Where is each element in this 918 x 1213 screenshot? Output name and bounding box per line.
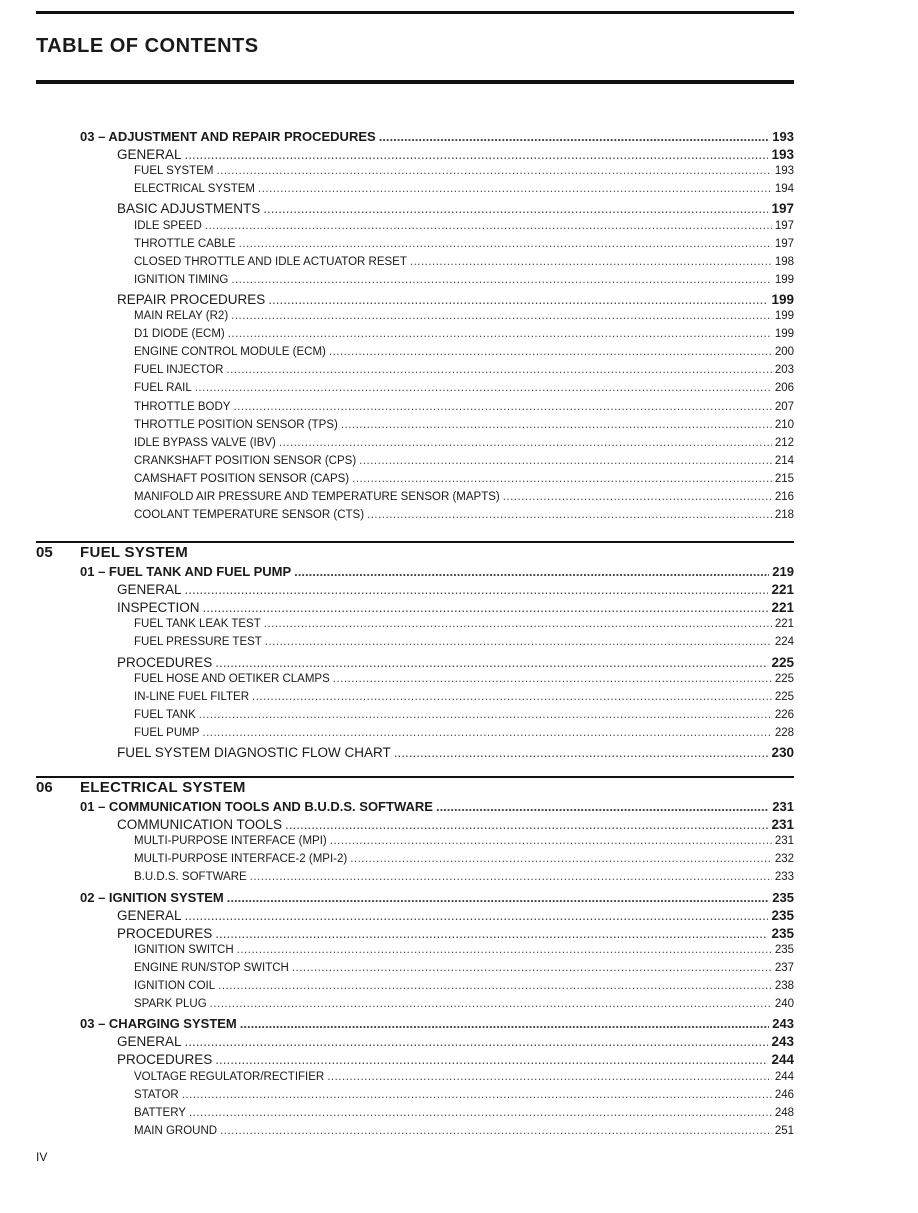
- toc-entry-label: IGNITION SWITCH: [134, 943, 234, 956]
- toc-entry-page: 214: [774, 454, 794, 467]
- toc-entry[interactable]: [117, 1034, 794, 1052]
- toc-entry[interactable]: [134, 364, 794, 382]
- toc-entry-page: 203: [774, 364, 794, 377]
- toc-entry-label: GENERAL: [117, 147, 182, 163]
- toc-entry-label: FUEL PRESSURE TEST: [134, 636, 262, 649]
- toc-entry-label: 03 – ADJUSTMENT AND REPAIR PROCEDURES: [80, 129, 376, 144]
- dot-leader: [341, 419, 772, 431]
- toc-entry-label: B.U.D.S. SOFTWARE: [134, 871, 247, 884]
- toc-entry-label: GENERAL: [117, 582, 182, 598]
- toc-entry-label: REPAIR PROCEDURES: [117, 291, 266, 307]
- toc-entry-label: PROCEDURES: [117, 925, 213, 941]
- dot-leader: [359, 455, 772, 467]
- toc-entry-label: MAIN RELAY (R2): [134, 310, 229, 322]
- toc-entry[interactable]: [134, 346, 794, 364]
- toc-entry[interactable]: [134, 944, 794, 962]
- toc-entry[interactable]: [117, 1052, 794, 1070]
- toc-entry-page: 199: [774, 273, 794, 286]
- dot-leader: [327, 1071, 772, 1083]
- toc-entry-page: 218: [774, 509, 794, 522]
- toc-entry[interactable]: [134, 636, 794, 654]
- toc-entry-page: 228: [774, 726, 794, 739]
- toc-entry-page: 235: [771, 907, 794, 923]
- toc-entry[interactable]: [134, 256, 794, 274]
- toc-entry-page: 199: [774, 310, 794, 322]
- toc-entry[interactable]: [134, 673, 794, 691]
- toc-entry-page: 235: [771, 925, 794, 941]
- dot-leader: [205, 220, 772, 232]
- toc-entry[interactable]: [117, 817, 794, 835]
- toc-entry-label: ENGINE CONTROL MODULE (ECM): [134, 346, 326, 359]
- toc-entry[interactable]: [134, 274, 794, 292]
- toc-entry-page: 210: [774, 418, 794, 431]
- dot-leader: [185, 908, 769, 923]
- toc-entry-label: MULTI-PURPOSE INTERFACE-2 (MPI-2): [134, 853, 348, 866]
- toc-entry-page: 212: [774, 436, 794, 449]
- dot-leader: [199, 709, 772, 721]
- dot-leader: [352, 473, 772, 485]
- toc-entry[interactable]: [117, 582, 794, 600]
- toc-entry[interactable]: [134, 618, 794, 636]
- toc-entry-label: SPARK PLUG: [134, 998, 207, 1011]
- toc-entry-page: 215: [774, 472, 794, 485]
- toc-entry-label: FUEL PUMP: [134, 726, 200, 739]
- dot-leader: [210, 998, 772, 1010]
- toc-entry-page: 243: [771, 1034, 794, 1050]
- toc-entry-label: MAIN GROUND: [134, 1124, 218, 1137]
- toc-entry[interactable]: [134, 382, 794, 400]
- toc-entry[interactable]: [117, 201, 794, 219]
- toc-entry-page: 197: [774, 237, 794, 250]
- toc-entry-label: CRANKSHAFT POSITION SENSOR (CPS): [134, 454, 357, 467]
- toc-entry-page: 248: [774, 1106, 794, 1119]
- toc-entry-label: D1 DIODE (ECM): [134, 328, 225, 341]
- toc-entry-label: 01 – COMMUNICATION TOOLS AND B.U.D.S. SOFTWARE: [80, 799, 433, 814]
- toc-entry[interactable]: [134, 310, 794, 328]
- toc-entry[interactable]: [134, 1125, 794, 1143]
- section-title: FUEL SYSTEM: [80, 544, 189, 561]
- toc-entry-page: 193: [771, 147, 794, 163]
- toc-entry[interactable]: [134, 835, 794, 853]
- toc-entry-page: 197: [771, 201, 794, 217]
- toc-entry-label: 02 – IGNITION SYSTEM: [80, 889, 224, 905]
- toc-entry-label: CLOSED THROTTLE AND IDLE ACTUATOR RESET: [134, 255, 407, 268]
- toc-entry[interactable]: [117, 908, 794, 926]
- toc-entry[interactable]: [134, 709, 794, 727]
- dot-leader: [268, 292, 768, 307]
- toc-entry-page: 199: [774, 328, 794, 341]
- toc-entry-label: FUEL TANK: [134, 708, 196, 721]
- dot-leader: [252, 691, 772, 703]
- toc-entry-page: 225: [774, 690, 794, 703]
- toc-entry[interactable]: [117, 292, 794, 310]
- dot-leader: [231, 274, 771, 286]
- toc-entry-page: 232: [774, 853, 794, 866]
- toc-entry-label: IGNITION COIL: [134, 980, 216, 992]
- dot-leader: [265, 636, 772, 648]
- dot-leader: [189, 1107, 772, 1119]
- toc-entry[interactable]: [134, 998, 794, 1016]
- dot-leader: [350, 853, 772, 865]
- toc-entry[interactable]: [134, 980, 794, 998]
- dot-leader: [185, 582, 769, 597]
- toc-entry[interactable]: [134, 1071, 794, 1089]
- toc-entry[interactable]: [134, 328, 794, 346]
- dot-leader: [218, 980, 772, 992]
- dot-leader: [216, 165, 771, 177]
- dot-leader: [294, 564, 769, 579]
- toc-entry-label: ELECTRICAL SYSTEM: [134, 183, 255, 196]
- toc-entry-page: 207: [774, 400, 794, 413]
- toc-entry[interactable]: [134, 238, 794, 256]
- toc-entry-page: 251: [774, 1124, 794, 1137]
- toc-entry-page: 219: [772, 564, 794, 579]
- toc-entry-label: FUEL SYSTEM DIAGNOSTIC FLOW CHART: [117, 745, 391, 760]
- toc-entry-page: 244: [771, 1052, 794, 1068]
- toc-entry-page: 244: [774, 1070, 794, 1083]
- toc-entry[interactable]: [134, 437, 794, 455]
- toc-entry-label: FUEL SYSTEM: [134, 165, 214, 178]
- toc-entry[interactable]: [134, 165, 794, 183]
- toc-entry-label: BASIC ADJUSTMENTS: [117, 201, 261, 217]
- toc-entry[interactable]: [80, 129, 794, 147]
- toc-entry[interactable]: [134, 491, 794, 509]
- toc-entry[interactable]: [117, 147, 794, 165]
- dot-leader: [202, 727, 771, 739]
- dot-leader: [228, 328, 772, 340]
- title-rule: [36, 80, 794, 84]
- dot-leader: [329, 346, 772, 358]
- toc-entry-page: 197: [774, 219, 794, 232]
- toc-entry-label: PROCEDURES: [117, 1052, 213, 1068]
- dot-leader: [185, 147, 769, 162]
- toc-entry-label: THROTTLE BODY: [134, 400, 231, 413]
- toc-entry-label: IGNITION TIMING: [134, 273, 229, 286]
- toc-entry-page: 225: [771, 654, 794, 670]
- dot-leader: [330, 835, 772, 847]
- toc-entry[interactable]: [134, 1107, 794, 1125]
- toc-entry-label: CAMSHAFT POSITION SENSOR (CAPS): [134, 472, 350, 485]
- toc-entry-page: 193: [774, 165, 794, 178]
- toc-entry-label: VOLTAGE REGULATOR/RECTIFIER: [134, 1070, 325, 1083]
- toc-entry-label: COMMUNICATION TOOLS: [117, 817, 283, 833]
- toc-entry-label: MULTI-PURPOSE INTERFACE (MPI): [134, 835, 327, 848]
- toc-entry-label: IDLE SPEED: [134, 219, 202, 232]
- toc-entry-page: 233: [774, 871, 794, 884]
- dot-leader: [367, 509, 772, 521]
- toc-entry-page: 206: [774, 382, 794, 395]
- dot-leader: [333, 673, 772, 685]
- toc-entry[interactable]: [134, 853, 794, 871]
- toc-entry-page: 198: [774, 255, 794, 268]
- toc-entry-label: IDLE BYPASS VALVE (IBV): [134, 436, 276, 449]
- dot-leader: [195, 382, 772, 394]
- dot-leader: [227, 890, 770, 905]
- dot-leader: [240, 1016, 770, 1031]
- dot-leader: [203, 600, 769, 615]
- dot-leader: [410, 256, 772, 268]
- toc-entry-page: 243: [772, 1016, 794, 1032]
- toc-entry-label: 01 – FUEL TANK AND FUEL PUMP: [80, 564, 292, 579]
- toc-entry-page: 231: [771, 817, 794, 833]
- dot-leader: [285, 817, 768, 832]
- dot-leader: [263, 201, 768, 216]
- toc-entry[interactable]: [134, 401, 794, 419]
- toc-entry[interactable]: [134, 473, 794, 491]
- dot-leader: [215, 926, 768, 941]
- dot-leader: [279, 437, 772, 449]
- dot-leader: [264, 618, 772, 630]
- dot-leader: [503, 491, 772, 503]
- toc-entry-page: 221: [771, 600, 794, 616]
- dot-leader: [231, 310, 772, 322]
- toc-entry-page: 216: [774, 491, 794, 503]
- dot-leader: [185, 1034, 769, 1049]
- toc-entry-label: FUEL RAIL: [134, 382, 192, 395]
- dot-leader: [182, 1089, 772, 1101]
- toc-entry[interactable]: [134, 455, 794, 473]
- toc-entry-label: STATOR: [134, 1088, 179, 1101]
- toc-entry[interactable]: [134, 183, 794, 201]
- dot-leader: [436, 799, 769, 814]
- toc-entry[interactable]: [134, 509, 794, 527]
- dot-leader: [239, 238, 772, 250]
- dot-leader: [250, 871, 772, 883]
- toc-entry-label: MANIFOLD AIR PRESSURE AND TEMPERATURE SENSOR (MAPTS): [134, 491, 500, 503]
- toc-entry[interactable]: [80, 890, 794, 908]
- toc-entry-label: FUEL HOSE AND OETIKER CLAMPS: [134, 672, 330, 685]
- toc-entry-page: 235: [774, 943, 794, 956]
- section-number: 06: [36, 779, 53, 796]
- toc-entry-page: 231: [774, 835, 794, 848]
- toc-entry-page: 200: [774, 346, 794, 359]
- toc-entry-label: THROTTLE POSITION SENSOR (TPS): [134, 418, 338, 431]
- toc-entry-page: 221: [774, 618, 794, 631]
- section-rule: [36, 776, 794, 778]
- toc-entry-label: 03 – CHARGING SYSTEM: [80, 1016, 237, 1032]
- toc-entry[interactable]: [134, 220, 794, 238]
- toc-entry-page: 237: [774, 961, 794, 974]
- toc-entry[interactable]: [134, 691, 794, 709]
- toc-entry-page: 193: [772, 129, 794, 144]
- top-rule: [36, 11, 794, 14]
- dot-leader: [220, 1125, 772, 1137]
- section-rule: [36, 541, 794, 543]
- toc-entry-page: 230: [771, 745, 794, 760]
- toc-entry-page: 246: [774, 1088, 794, 1101]
- toc-entry-label: COOLANT TEMPERATURE SENSOR (CTS): [134, 509, 365, 522]
- toc-entry-label: ENGINE RUN/STOP SWITCH: [134, 961, 289, 974]
- toc-entry-page: 199: [771, 291, 794, 307]
- dot-leader: [215, 655, 768, 670]
- toc-entry-label: FUEL INJECTOR: [134, 364, 224, 377]
- dot-leader: [237, 944, 772, 956]
- toc-entry-page: 240: [774, 998, 794, 1011]
- dot-leader: [379, 129, 770, 144]
- dot-leader: [292, 962, 772, 974]
- toc-entry-label: INSPECTION: [117, 600, 200, 616]
- toc-entry-label: IN-LINE FUEL FILTER: [134, 690, 250, 703]
- dot-leader: [394, 745, 769, 760]
- toc-entry-label: GENERAL: [117, 1034, 182, 1050]
- toc-entry-label: THROTTLE CABLE: [134, 237, 236, 250]
- toc-entry[interactable]: [134, 419, 794, 437]
- toc-entry[interactable]: [80, 799, 794, 817]
- toc-entry-label: FUEL TANK LEAK TEST: [134, 618, 261, 631]
- toc-entry-page: 226: [774, 708, 794, 721]
- toc-entry-page: 225: [774, 672, 794, 685]
- toc-entry-page: 235: [772, 889, 794, 905]
- toc-entry[interactable]: [134, 962, 794, 980]
- toc-entry-page: 238: [774, 980, 794, 992]
- toc-entry-page: 231: [772, 799, 794, 814]
- toc-entry[interactable]: [80, 1016, 794, 1034]
- toc-entry-page: 194: [774, 183, 794, 196]
- toc-entry[interactable]: [134, 871, 794, 889]
- dot-leader: [233, 401, 771, 413]
- toc-entry-label: BATTERY: [134, 1106, 186, 1119]
- page-title: TABLE OF CONTENTS: [36, 35, 259, 57]
- dot-leader: [215, 1052, 768, 1067]
- section-number: 05: [36, 544, 53, 561]
- toc-entry[interactable]: [80, 564, 794, 582]
- section-title: ELECTRICAL SYSTEM: [80, 779, 246, 796]
- page-number: IV: [36, 1150, 48, 1164]
- toc-entry-page: 224: [774, 636, 794, 649]
- toc-entry-label: GENERAL: [117, 907, 182, 923]
- toc-entry[interactable]: [134, 1089, 794, 1107]
- dot-leader: [226, 364, 771, 376]
- toc-entry[interactable]: [117, 745, 794, 763]
- toc-entry[interactable]: [117, 926, 794, 944]
- toc-entry[interactable]: [134, 727, 794, 745]
- toc-entry-label: PROCEDURES: [117, 654, 213, 670]
- toc-entry[interactable]: [117, 655, 794, 673]
- toc-entry[interactable]: [117, 600, 794, 618]
- dot-leader: [258, 183, 772, 195]
- toc-entry-page: 221: [771, 582, 794, 598]
